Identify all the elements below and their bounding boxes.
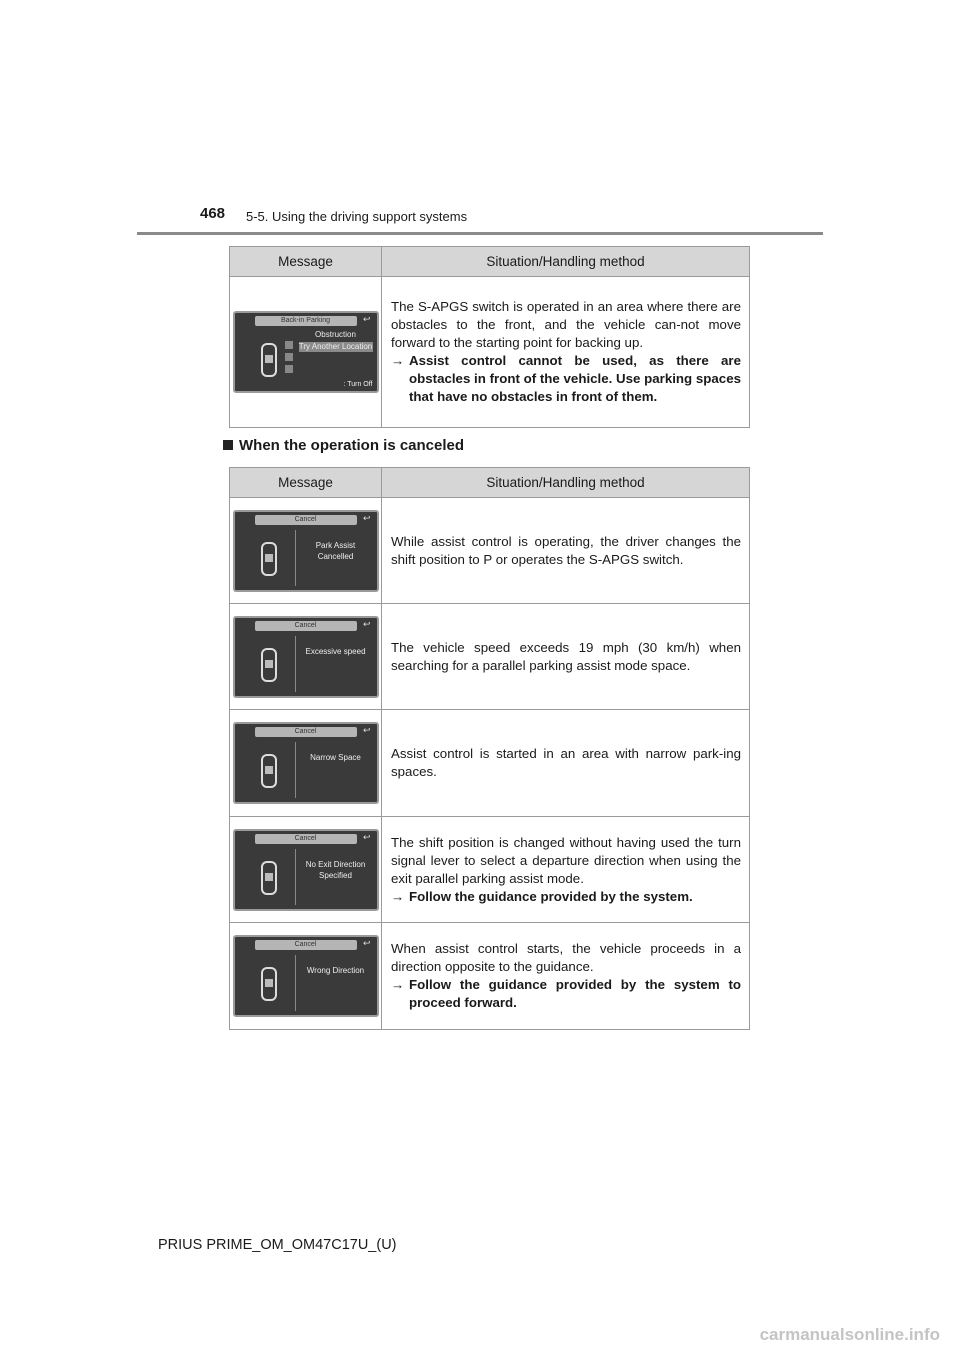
back-arrow-icon: ↩ <box>362 725 371 735</box>
screen-title: Cancel <box>255 621 357 631</box>
screen-title: Back-in Parking <box>255 316 357 326</box>
screen-message: No Exit Direction Specified <box>305 859 366 880</box>
display-screen-no-exit-direction <box>233 829 379 911</box>
situation-text: When assist control starts, the vehicle proceeds in a direction opposite to the guidance. <box>391 941 741 974</box>
message-table-canceled <box>229 467 750 1030</box>
message-image-cell <box>230 923 382 1030</box>
watermark: carmanualsonline.info <box>759 1325 940 1344</box>
display-screen-excessive-speed <box>233 616 379 698</box>
back-arrow-icon: ↩ <box>362 938 371 948</box>
screen-title: Cancel <box>255 515 357 525</box>
screen-message: Park Assist Cancelled <box>315 540 356 561</box>
message-image-cell <box>230 498 382 604</box>
message-image-cell <box>230 817 382 923</box>
handling-text: Follow the guidance provided by the system. <box>409 888 693 904</box>
situation-text: The vehicle speed exceeds 19 mph (30 km/h) when searching for a parallel parking assist mode space. <box>391 639 741 673</box>
situation-cell <box>382 923 750 1030</box>
table-row <box>230 923 750 1030</box>
situation-cell <box>382 710 750 817</box>
display-screen-wrong-direction <box>233 935 379 1017</box>
section-title: 5-5. Using the driving support systems <box>246 209 468 224</box>
situation-text: While assist control is operating, the driver changes the shift position to P or operates the S-APGS switch. <box>391 533 741 567</box>
situation-cell <box>382 498 750 604</box>
table-row <box>230 817 750 923</box>
table-row <box>230 604 750 710</box>
header-divider <box>137 232 823 235</box>
vehicle-icon <box>261 754 277 788</box>
screen-divider <box>295 530 296 586</box>
screen-menu-item: Obstruction <box>315 330 356 339</box>
back-arrow-icon: ↩ <box>362 831 371 842</box>
column-header-situation: Situation/Handling method <box>382 247 750 277</box>
screen-message: Narrow Space <box>310 753 361 762</box>
message-image-cell <box>230 277 382 428</box>
screen-divider <box>295 955 296 1011</box>
page-number: 468 <box>200 205 226 222</box>
message-image-cell <box>230 710 382 817</box>
table-row <box>230 277 750 428</box>
vehicle-icon <box>261 343 277 377</box>
situation-text: Assist control is started in an area with narrow park-ing spaces. <box>391 746 741 779</box>
situation-text: The shift position is changed without having used the turn signal lever to select a departure direction when using the exit parallel parking assist mode. <box>391 834 741 886</box>
vehicle-icon <box>261 967 277 1001</box>
screen-menu-item-selected: Try Another Location <box>298 342 373 351</box>
vehicle-icon <box>261 861 277 895</box>
screen-message: Excessive speed <box>305 646 366 656</box>
back-arrow-icon: ↩ <box>362 314 371 324</box>
handling-method <box>391 976 741 1012</box>
subheading <box>223 437 464 454</box>
situation-cell <box>382 604 750 710</box>
arrow-icon: → <box>391 888 405 904</box>
screen-menu <box>299 330 373 354</box>
situation-cell <box>382 817 750 923</box>
screen-title: Cancel <box>255 940 357 950</box>
situation-cell <box>382 277 750 428</box>
table-row <box>230 710 750 817</box>
screen-turn-off-label: : Turn Off <box>343 381 373 388</box>
message-table-obstruction <box>229 246 750 428</box>
arrow-icon: → <box>391 353 405 368</box>
screen-title: Cancel <box>255 727 357 737</box>
handling-method <box>391 352 741 406</box>
sensor-indicator-icon <box>285 341 293 375</box>
message-image-cell <box>230 604 382 710</box>
handling-text: Follow the guidance provided by the system to proceed forward. <box>409 977 741 1010</box>
back-arrow-icon: ↩ <box>362 512 371 523</box>
screen-divider <box>295 742 296 798</box>
vehicle-icon <box>261 542 277 576</box>
handling-method <box>391 888 741 906</box>
subheading-text: When the operation is canceled <box>239 437 465 454</box>
screen-title: Cancel <box>255 834 357 844</box>
screen-message: Wrong Direction <box>306 966 365 975</box>
screen-divider <box>295 849 296 905</box>
square-bullet-icon <box>223 440 233 450</box>
back-arrow-icon: ↩ <box>362 618 371 629</box>
vehicle-icon <box>261 648 277 682</box>
column-header-situation: Situation/Handling method <box>382 468 750 498</box>
table-row <box>230 498 750 604</box>
arrow-icon: → <box>391 977 405 992</box>
situation-text: The S-APGS switch is operated in an area where there are obstacles to the front, and the vehicle can-not move forward to the starting point for backing up. <box>391 299 741 350</box>
footer-document-id: PRIUS PRIME_OM_OM47C17U_(U) <box>158 1237 397 1253</box>
handling-text: Assist control cannot be used, as there are obstacles in front of the vehicle. Use parking spaces that have no obstacles in front of them. <box>409 353 741 404</box>
column-header-message: Message <box>230 247 382 277</box>
display-screen-obstruction <box>233 311 379 393</box>
display-screen-park-assist-cancelled <box>233 510 379 592</box>
column-header-message: Message <box>230 468 382 498</box>
screen-divider <box>295 636 296 692</box>
display-screen-narrow-space <box>233 722 379 804</box>
